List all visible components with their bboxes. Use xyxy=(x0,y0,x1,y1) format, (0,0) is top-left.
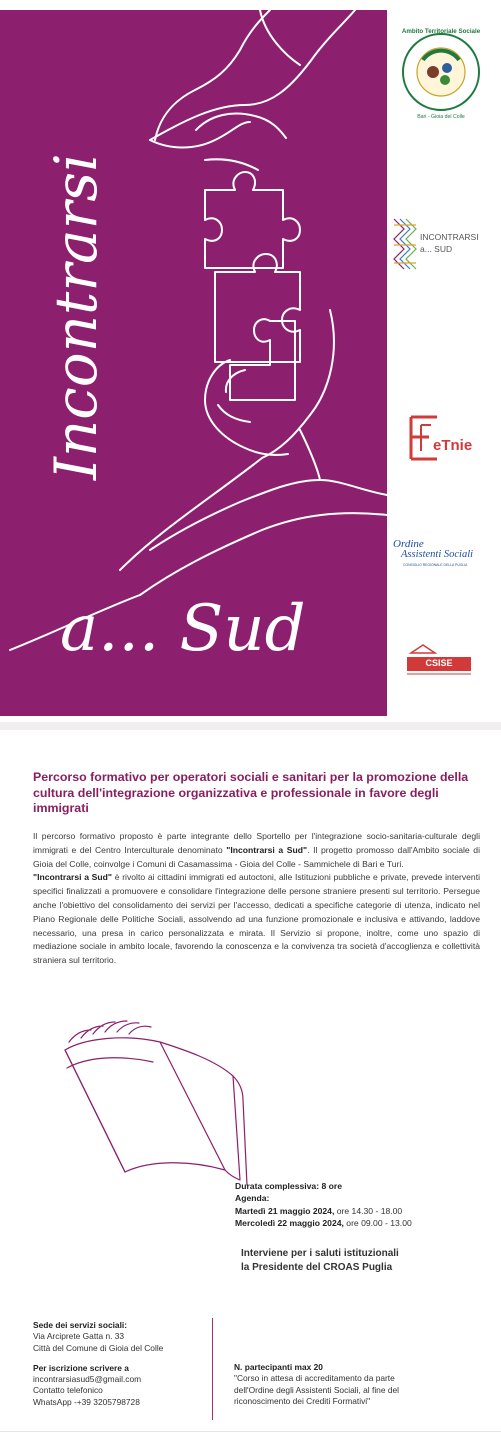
ordine-logo-line3: CONSIGLIO REGIONALE DELLA PUGLIA xyxy=(403,563,468,567)
schedule-block xyxy=(235,1180,412,1229)
description-paragraph-1: Il percorso formativo proposto è parte integrante dello Sportello per l'integrazione socio-sanitaria-culturale degli immigrati e del Centro Interculturale denominato "Incontrarsi a Sud". Il progetto promosso dall'Ambito sociale di Gioia del Colle, coinvolge i Comuni di Casamassima - Gioia del Colle - Sammichele di Bari e Turi. xyxy=(33,831,480,869)
incontrarsi-small-logo xyxy=(392,215,500,275)
etnie-logo xyxy=(407,415,495,460)
agenda-label: Agenda: xyxy=(235,1193,270,1204)
partner-logos-column xyxy=(387,10,501,716)
hero-panel xyxy=(0,10,387,716)
hand-puzzle-illustration xyxy=(0,10,387,716)
sede-address: Via Arciprete Gatta n. 33 xyxy=(33,1331,125,1342)
bottom-bar xyxy=(0,1431,501,1445)
sede-city: Città del Comune di Gioia del Colle xyxy=(33,1342,164,1353)
contact-email[interactable]: incontrarsiasud5@gmail.com xyxy=(33,1374,142,1385)
partecipanti-heading: N. partecipanti max 20 xyxy=(234,1362,323,1372)
ambito-ring-text: Ambito Territoriale Sociale xyxy=(401,28,481,35)
schedule-day-1: Martedì 21 maggio 2024, ore 14.30 - 18.00 xyxy=(235,1205,403,1216)
schedule-day-2: Mercoledì 22 maggio 2024, ore 09.00 - 13.00 xyxy=(235,1217,412,1228)
info-section xyxy=(0,730,501,1445)
sede-contatti-block xyxy=(33,1320,163,1408)
course-title: Percorso formativo per operatori sociali e sanitari per la promozione della cultura dell'integrazione organizzativa e professionale in favore degli immigrati xyxy=(33,770,469,815)
description-paragraph-2: "Incontrarsi a Sud" è rivolto ai cittadini immigrati ed autoctoni, alle Istituzioni pubbliche e private, prevede interventi specifici finalizzati a promuovere e consolidare l'integrazione delle persone straniere presenti sul territorio. Persegue anche l'obiettivo del consolidamento dei servizi per l'accesso, dedicati a specifiche categorie di utenza, indicato nel Piano Regionale delle Politiche Sociali, assolvendo ad una funzione promozionale e inclusiva e attivando, laddove necessario, una presa in carico personalizzata e mirata. Il Servizio si propone, inoltre, come uno spazio di mediazione sociale in ambito locale, favorendo la conoscenza e la convivenza tra società d'accoglienza e collettività straniera sul territorio. xyxy=(33,872,480,966)
ambito-territoriale-logo xyxy=(401,28,481,120)
ambito-inner-text: Bari - Gioia del Colle xyxy=(417,114,465,120)
incontrarsi-logo-line1: INCONTRARSI xyxy=(420,232,479,242)
ordine-logo-line1: Ordine xyxy=(393,538,424,550)
notebook-icon xyxy=(55,1020,255,1190)
accreditamento-note: "Corso in attesa di accreditamento da parte dell'Ordine degli Assistenti Sociali, al fine del riconoscimento dei Crediti Formativi" xyxy=(234,1373,400,1406)
ordine-logo-line2: Assistenti Sociali xyxy=(401,549,474,560)
whatsapp-number[interactable]: WhatsApp -+39 3205798728 xyxy=(33,1396,140,1407)
csise-logo xyxy=(405,643,473,677)
iscrizione-heading: Per iscrizione scrivere a xyxy=(33,1362,129,1373)
etnie-logo-text: eTnie xyxy=(433,437,473,454)
info-divider-line xyxy=(212,1318,213,1420)
course-description xyxy=(33,830,480,968)
durata-text: Durata complessiva: 8 ore xyxy=(235,1181,342,1191)
ordine-assistenti-sociali-logo xyxy=(393,538,501,578)
contatto-label: Contatto telefonico xyxy=(33,1385,103,1396)
section-divider xyxy=(0,722,501,730)
hero-title-word1: Incontrarsi xyxy=(42,153,110,480)
cover-section xyxy=(0,0,501,720)
csise-logo-text: CSISE xyxy=(425,658,453,668)
sede-heading: Sede dei servizi sociali: xyxy=(33,1320,128,1330)
saluti-istituzionali: Interviene per i saluti istituzionali la Presidente del CROAS Puglia xyxy=(241,1248,399,1273)
hero-title-word2: a... Sud xyxy=(60,592,306,666)
partecipanti-block xyxy=(234,1362,434,1407)
incontrarsi-logo-line2: a... SUD xyxy=(420,244,453,254)
